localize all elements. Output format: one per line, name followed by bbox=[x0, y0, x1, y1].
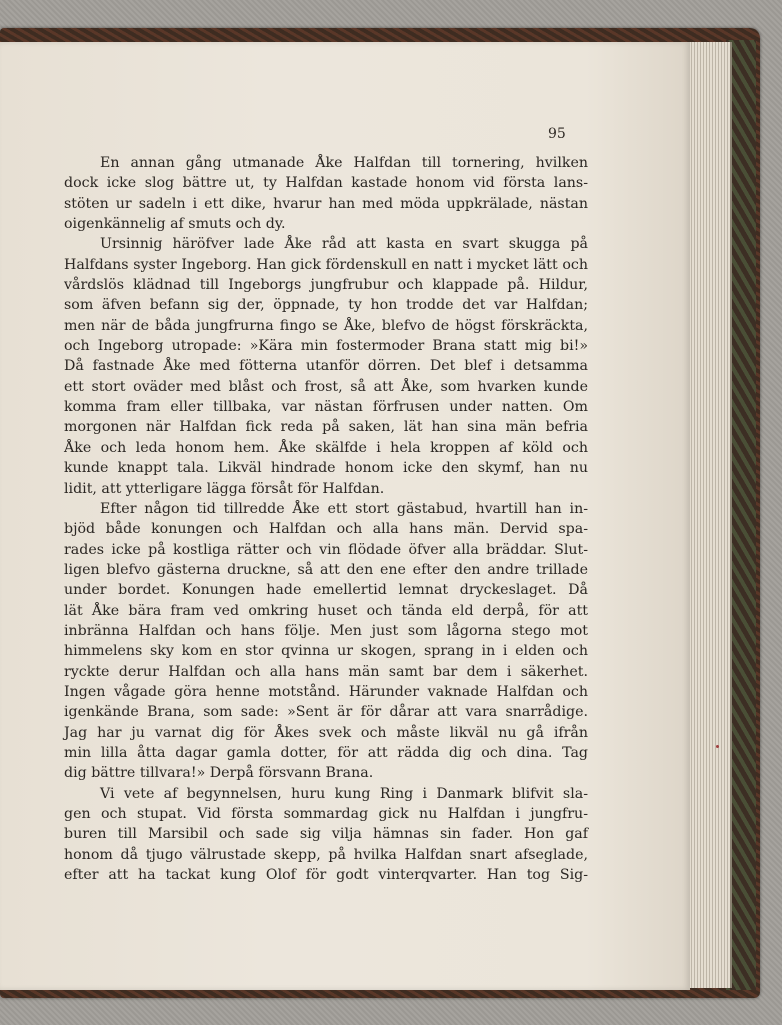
text-line: ligen blefvo gästerna druckne, så att den ene efter den andre trillade bbox=[64, 561, 588, 578]
text-line: gen och stupat. Vid första sommardag gick nu Halfdan i jungfru- bbox=[64, 806, 588, 822]
text-line: buren till Marsibil och sade sig vilja hämnas sin fader. Hon gaf bbox=[64, 826, 588, 843]
text-line: rades icke på kostliga rätter och vin flödade öfver alla bräddar. Slut- bbox=[64, 541, 588, 558]
text-line: oigenkännelig af smuts och dy. bbox=[64, 216, 286, 233]
text-line: ett stort oväder med blåst och frost, så att Åke, som hvarken kunde bbox=[64, 378, 588, 395]
text-line: Då fastnade Åke med fötterna utanför dörren. Det blef i detsamma bbox=[64, 358, 588, 375]
text-line: vårdslös klädnad till Ingeborgs jungfrubur och klappade på. Hildur, bbox=[64, 277, 588, 294]
text-line: igenkände Brana, som sade: »Sent är för dårar att vara snarrådige. bbox=[64, 704, 588, 721]
text-line: En annan gång utmanade Åke Halfdan till tornering, hvilken bbox=[100, 155, 588, 171]
text-line: dig bättre tillvara!» Derpå försvann Brana. bbox=[64, 765, 374, 782]
text-line: bjöd både konungen och Halfdan och alla hans män. Dervid spa- bbox=[64, 521, 588, 538]
body-text bbox=[64, 153, 588, 885]
ink-mark bbox=[716, 745, 719, 748]
text-line: under bordet. Konungen hade emellertid lemnat dryckeslaget. Då bbox=[64, 582, 588, 599]
text-line: lät Åke bära fram ved omkring huset och tända eld derpå, för att bbox=[64, 602, 588, 619]
text-line: efter att ha tackat kung Olof för godt vinterqvarter. Han tog Sig- bbox=[64, 867, 588, 884]
text-line: som äfven befann sig der, öppnade, ty hon trodde det var Halfdan; bbox=[64, 297, 588, 314]
text-line: komma fram eller tillbaka, var nästan förfrusen under natten. Om bbox=[64, 399, 588, 416]
text-line: Vi vete af begynnelsen, huru kung Ring i Danmark blifvit sla- bbox=[100, 785, 588, 802]
text-line: Halfdans syster Ingeborg. Han gick fördenskull en natt i mycket lätt och bbox=[64, 256, 588, 273]
text-line: dock icke slog bättre ut, ty Halfdan kastade honom vid första lans- bbox=[64, 175, 588, 192]
text-line: min lilla åtta dagar gamla dotter, för att rädda dig och dina. Tag bbox=[64, 744, 588, 761]
text-line: stöten ur sadeln i ett dike, hvarur han med möda uppkrälade, nästan bbox=[64, 195, 588, 212]
text-line: honom då tjugo välrustade skepp, på hvilka Halfdan snart afseglade, bbox=[64, 846, 588, 863]
text-line: Jag har ju varnat dig för Åkes svek och måste likväl nu gå ifrån bbox=[64, 724, 588, 741]
text-line: och Ingeborg utropade: »Kära min fostermoder Brana statt mig bi!» bbox=[64, 338, 588, 355]
text-line: morgonen när Halfdan fick reda på saken, lät han sina män befria bbox=[64, 419, 588, 436]
text-line: Efter någon tid tillredde Åke ett stort gästabud, hvartill han in- bbox=[100, 500, 588, 517]
page-number: 95 bbox=[548, 126, 566, 142]
text-line: Åke och leda honom hem. Åke skälfde i hela kroppen af köld och bbox=[64, 439, 588, 456]
text-line: Ursinnig häröfver lade Åke råd att kasta en svart skugga på bbox=[100, 236, 588, 253]
text-line: lidit, att ytterligare lägga försåt för Halfdan. bbox=[64, 480, 385, 497]
text-line: ryckte derur Halfdan och alla hans män samt bar dem i säkerhet. bbox=[64, 663, 588, 680]
text-line: inbränna Halfdan och hans följe. Men just som lågorna stego mot bbox=[64, 622, 588, 639]
text-line: himmelens sky kom en stor qvinna ur skogen, sprang in i elden och bbox=[64, 643, 588, 660]
text-line: men när de båda jungfrurna fingo se Åke, blefvo de högst förskräckta, bbox=[64, 317, 588, 334]
text-line: Ingen vågade göra henne motstånd. Härunder vaknade Halfdan och bbox=[64, 683, 588, 700]
text-line: kunde knappt tala. Likväl hindrade honom icke den skymf, han nu bbox=[64, 460, 588, 477]
